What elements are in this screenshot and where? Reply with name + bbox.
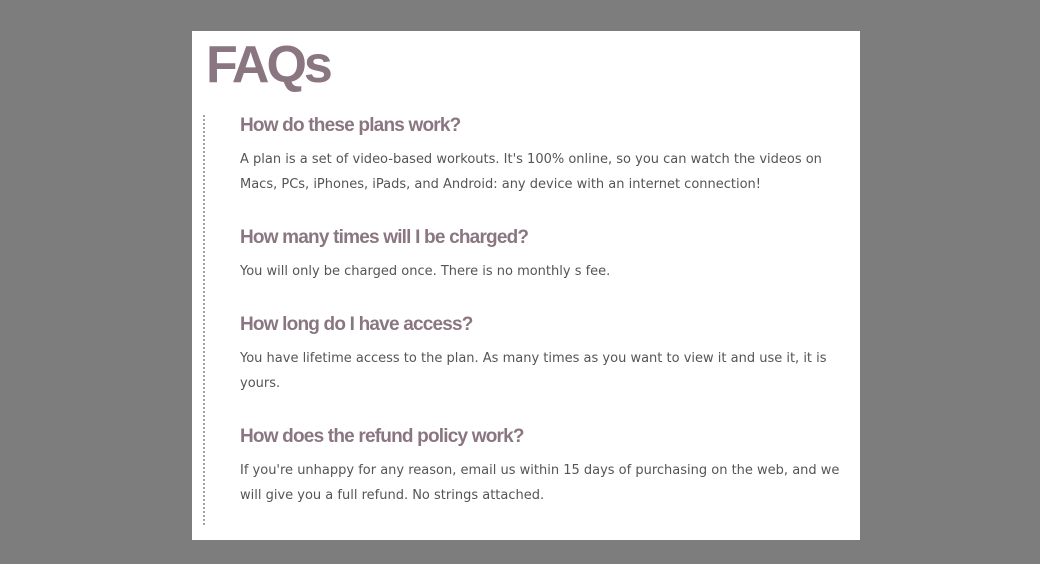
faq-item (240, 223, 840, 284)
faq-question: How long do I have access? (240, 314, 473, 335)
faq-item (240, 111, 840, 197)
dotted-divider (203, 115, 205, 525)
faq-answer: If you're unhappy for any reason, email us within 15 days of purchasing on the web, and we will give you a full refund. No strings attached. (240, 463, 840, 503)
faq-question: How many times will I be charged? (240, 227, 529, 248)
faq-answer: You have lifetime access to the plan. As many times as you want to view it and use it, it is yours. (240, 351, 827, 391)
faq-answer: You will only be charged once. There is no monthly s fee. (240, 264, 611, 279)
faq-question: How does the refund policy work? (240, 426, 524, 447)
faq-question: How do these plans work? (240, 115, 461, 136)
faq-item (240, 422, 840, 508)
page-title: FAQs (206, 36, 330, 94)
faq-item (240, 310, 840, 396)
faq-card (192, 31, 860, 540)
faq-answer: A plan is a set of video-based workouts. It's 100% online, so you can watch the videos on Macs, PCs, iPhones, iPads, and Android: any device with an internet connection! (240, 152, 822, 192)
